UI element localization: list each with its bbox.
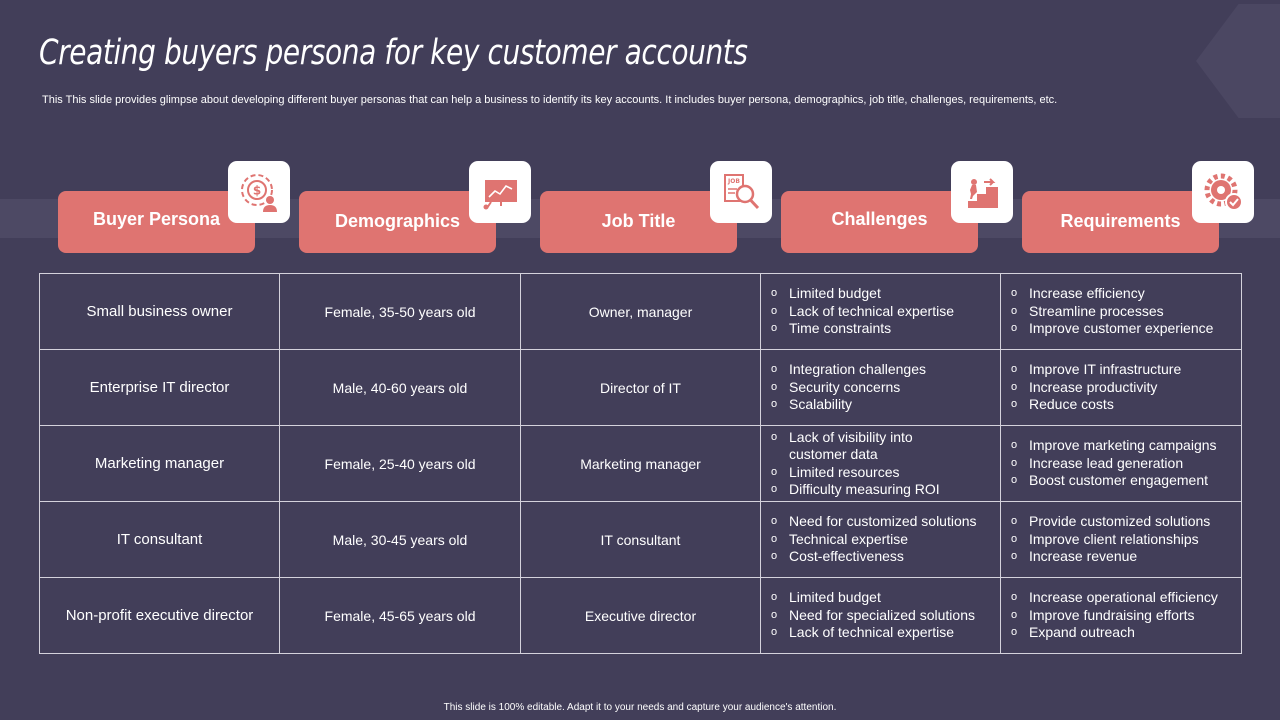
svg-text:JOB: JOB: [728, 178, 740, 185]
header-requirements: [1022, 191, 1219, 253]
table-row: [40, 350, 1242, 426]
list-item: o Need for specialized solutions: [771, 607, 996, 625]
header-challenges: [781, 191, 978, 253]
header-label: Requirements: [1060, 210, 1181, 231]
demographics-cell: Female, 35-50 years old: [280, 274, 521, 350]
list-item: o Lack of technical expertise: [771, 624, 996, 642]
challenges-cell: [761, 350, 1001, 426]
list-item: o Limited budget: [771, 589, 996, 607]
page-subtitle: This This slide provides glimpse about developing different buyer personas that can help a business to identify its key accounts. It includes buyer persona, demographics, job title, challenges, requirements, etc.: [42, 94, 1058, 106]
list-item: o Time constraints: [771, 320, 996, 338]
demographics-cell: Male, 30-45 years old: [280, 502, 521, 578]
list-item: o Increase lead generation: [1011, 455, 1237, 473]
job-title-cell: Executive director: [521, 578, 761, 654]
persona-cell: Non-profit executive director: [40, 578, 280, 654]
gear-check-icon: [1192, 161, 1254, 223]
persona-cell: IT consultant: [40, 502, 280, 578]
requirements-cell: [1001, 274, 1242, 350]
job-title-cell: Marketing manager: [521, 426, 761, 502]
list-item: o Integration challenges: [771, 361, 996, 379]
footer-note: This slide is 100% editable. Adapt it to your needs and capture your audience's attention.: [443, 702, 837, 713]
demographics-cell: Male, 40-60 years old: [280, 350, 521, 426]
target-person-icon: [228, 161, 290, 223]
list-item: o Improve client relationships: [1011, 531, 1237, 549]
demographics-cell: Female, 25-40 years old: [280, 426, 521, 502]
demographics-cell: Female, 45-65 years old: [280, 578, 521, 654]
list-item: o Limited resources: [771, 464, 996, 482]
list-item: o Scalability: [771, 396, 996, 414]
svg-text:$: $: [252, 183, 262, 198]
table-row: [40, 502, 1242, 578]
header-demographics: [299, 191, 496, 253]
header-label: Demographics: [334, 210, 461, 231]
persona-table: [39, 273, 1242, 654]
list-item: o Provide customized solutions: [1011, 513, 1237, 531]
job-title-cell: IT consultant: [521, 502, 761, 578]
table-row: [40, 578, 1242, 654]
list-item: o Reduce costs: [1011, 396, 1237, 414]
list-item: o Improve IT infrastructure: [1011, 361, 1237, 379]
requirements-cell: [1001, 350, 1242, 426]
list-item: o Improve customer experience: [1011, 320, 1237, 338]
list-item: o Technical expertise: [771, 531, 996, 549]
decorative-hexagon: [1196, 4, 1280, 118]
list-item: o Lack of technical expertise: [771, 303, 996, 321]
list-item: o Need for customized solutions: [771, 513, 996, 531]
requirements-cell: [1001, 426, 1242, 502]
list-item: o Boost customer engagement: [1011, 472, 1237, 490]
list-item: o Limited budget: [771, 285, 996, 303]
list-item: o Improve fundraising efforts: [1011, 607, 1237, 625]
person-climbing-stairs-icon: [951, 161, 1013, 223]
page-title: Creating buyers persona for key customer accounts: [39, 33, 748, 73]
header-label: Challenges: [831, 208, 928, 229]
header-label: Job Title: [601, 210, 676, 231]
job-title-cell: Director of IT: [521, 350, 761, 426]
list-item: o Streamline processes: [1011, 303, 1237, 321]
job-title-cell: Owner, manager: [521, 274, 761, 350]
challenges-cell: [761, 274, 1001, 350]
header-buyer-persona: [58, 191, 255, 253]
requirements-cell: [1001, 502, 1242, 578]
challenges-cell: [761, 502, 1001, 578]
challenges-cell: [761, 578, 1001, 654]
persona-cell: Marketing manager: [40, 426, 280, 502]
list-item: o Difficulty measuring ROI: [771, 481, 996, 499]
header-label: Buyer Persona: [92, 208, 221, 229]
list-item: o Increase efficiency: [1011, 285, 1237, 303]
list-item: o Lack of visibility into customer data: [771, 429, 939, 464]
persona-cell: Enterprise IT director: [40, 350, 280, 426]
list-item: o Increase operational efficiency: [1011, 589, 1237, 607]
list-item: o Increase productivity: [1011, 379, 1237, 397]
presentation-chart-icon: [469, 161, 531, 223]
persona-cell: Small business owner: [40, 274, 280, 350]
header-job-title: [540, 191, 737, 253]
list-item: o Increase revenue: [1011, 548, 1237, 566]
list-item: o Cost-effectiveness: [771, 548, 996, 566]
table-row: [40, 274, 1242, 350]
requirements-cell: [1001, 578, 1242, 654]
list-item: o Improve marketing campaigns: [1011, 437, 1237, 455]
list-item: o Expand outreach: [1011, 624, 1237, 642]
challenges-cell: [761, 426, 1001, 502]
list-item: o Security concerns: [771, 379, 996, 397]
table-row: [40, 426, 1242, 502]
job-search-icon: [710, 161, 772, 223]
